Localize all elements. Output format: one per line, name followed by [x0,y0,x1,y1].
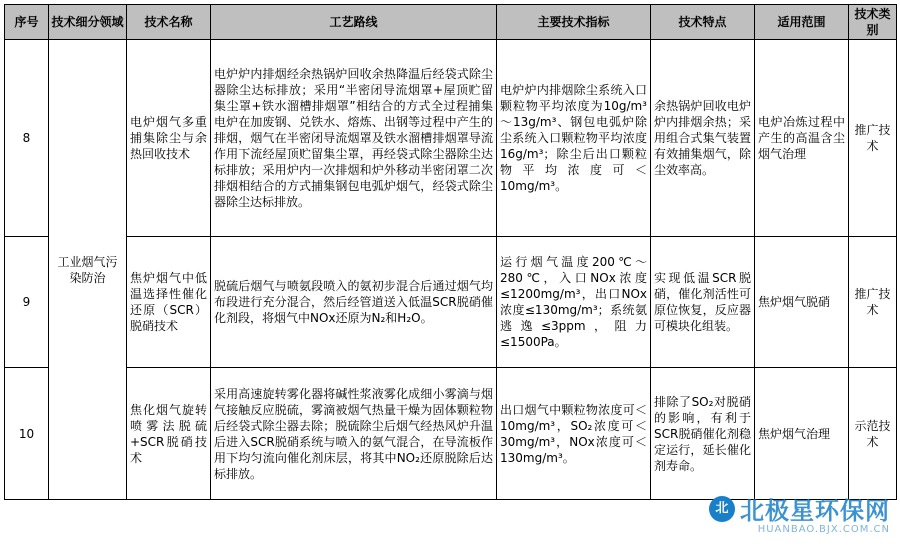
watermark-url: HUANBAO.BJX.COM.CN [757,524,890,535]
table-row [5,40,897,237]
header-category: 技术类别 [849,5,897,40]
process-route: 脱硫后烟气与喷氨段喷入的氨初步混合后通过烟气均布段进行充分混合，然后经管道送入低温SCR脱硝催化剂段，将烟气中NOx还原为N₂和H₂O。 [211,237,497,368]
process-route: 采用高速旋转雾化器将碱性浆液雾化成细小雾滴与烟气接触反应脱硫，雾滴被烟气热量干燥为固体颗粒物后经袋式除尘器去除；脱硫除尘后烟气经热风炉升温后进入SCR脱硝系统与喷入的氨气混合，在导流板作用下均匀流向催化剂床层，将其中NO₂还原脱除后达标排放。 [211,368,497,500]
tech-indicators: 运行烟气温度200℃～280℃，入口NOx浓度≤1200mg/m³，出口NOx浓度≤130mg/m³；系统氨逃逸≤3ppm，阻力≤1500Pa。 [497,237,651,368]
tech-indicators: 电炉炉内排烟除尘系统入口颗粒物平均浓度为10g/m³～13g/m³、钢包电弧炉除尘系统入口颗粒物平均浓度16g/m³；除尘后出口颗粒物平均浓度可＜10mg/m³。 [497,40,651,237]
application-scope: 焦炉烟气脱硝 [755,237,849,368]
tech-name: 焦炉烟气中低温选择性催化还原（SCR）脱硝技术 [127,237,211,368]
header-scope: 适用范围 [755,5,849,40]
technology-table [4,4,897,500]
header-field: 技术细分领域 [49,5,127,40]
tech-category: 推广技术 [849,237,897,368]
field-group-cell: 工业烟气污染防治 [49,40,127,500]
table-row [5,368,897,500]
row-number: 10 [5,368,49,500]
tech-indicators: 出口烟气中颗粒物浓度可＜10mg/m³，SO₂浓度可＜30mg/m³，NOx浓度可＜130mg/m³。 [497,368,651,500]
tech-name: 电炉烟气多重捕集除尘与余热回收技术 [127,40,211,237]
header-route: 工艺路线 [211,5,497,40]
header-indicators: 主要技术指标 [497,5,651,40]
table-row [5,237,897,368]
watermark [709,491,890,535]
bjx-logo-icon: 北 [709,496,735,522]
application-scope: 电炉冶炼过程中产生的高温含尘烟气治理 [755,40,849,237]
header-features: 技术特点 [651,5,755,40]
process-route: 电炉炉内排烟经余热锅炉回收余热降温后经袋式除尘器除尘达标排放；采用“半密闭导流烟罩+屋顶贮留集尘罩+铁水溜槽排烟罩”相结合的方式全过程捕集电炉在加废钢、兑铁水、熔炼、出钢等过程中产生的排烟，烟气在半密闭导流烟罩及铁水溜槽排烟罩导流作用下流经屋顶贮留集尘罩，再经袋式除尘器除尘达标排放；采用炉内一次排烟和炉外移动半密闭罩二次排烟相结合的方式捕集钢包电弧炉烟气，经袋式除尘器除尘达标排放。 [211,40,497,237]
tech-category: 推广技术 [849,40,897,237]
tech-features: 实现低温SCR脱硝，催化剂活性可原位恢复，反应器可模块化组装。 [651,237,755,368]
application-scope: 焦炉烟气治理 [755,368,849,500]
header-row [5,5,897,40]
tech-name: 焦化烟气旋转喷雾法脱硫+SCR脱硝技术 [127,368,211,500]
header-name: 技术名称 [127,5,211,40]
tech-features: 排除了SO₂对脱硝的影响，有利于SCR脱硝催化剂稳定运行，延长催化剂寿命。 [651,368,755,500]
tech-features: 余热锅炉回收电炉炉内排烟余热；采用组合式集气装置有效捕集烟气，除尘效率高。 [651,40,755,237]
watermark-name: 北极星环保网 [740,497,890,525]
row-number: 8 [5,40,49,237]
row-number: 9 [5,237,49,368]
header-no: 序号 [5,5,49,40]
tech-category: 示范技术 [849,368,897,500]
